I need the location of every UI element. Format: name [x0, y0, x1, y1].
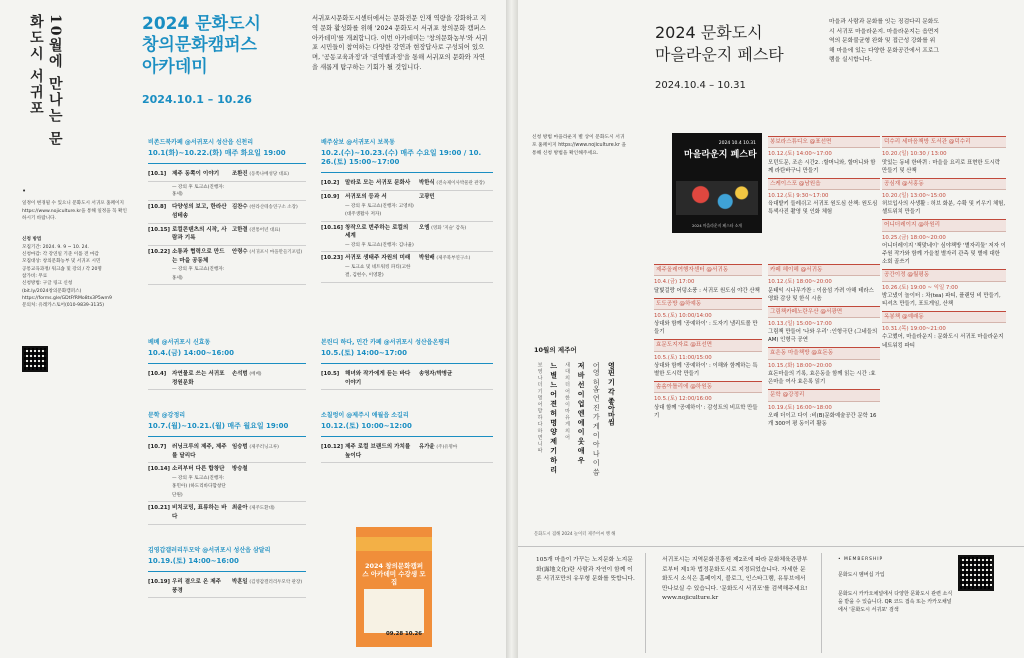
poster-date: 09.28 10.26 [386, 631, 422, 637]
venue-event: 10.5.(토) 11:00/15:00 상대와 함께 '공예하이' : 이해와 함께하는 특별한 도시락 만들기 [654, 354, 758, 377]
divider [321, 172, 493, 173]
program-block [148, 545, 306, 598]
divider [148, 436, 306, 437]
venue-block [654, 264, 762, 423]
left-page [0, 0, 506, 658]
footer [518, 546, 1024, 658]
venue-title: 문학 @강정리 [768, 389, 880, 401]
venue-block [882, 136, 1006, 353]
dialect-heading: 10월의 제주어 [534, 346, 577, 354]
session-row: [10.7] 러닝크루의 제주, 제주를 달리다 임승범 (제주러닝크루) [148, 441, 306, 463]
title-line: 2024 문화도시 [655, 23, 763, 42]
membership-qr-icon[interactable] [958, 555, 994, 591]
festa-date: 2024.10.4 – 10.31 [655, 80, 746, 91]
academy-date: 2024.10.1 – 10.26 [142, 93, 252, 106]
membership-title: 문화도시 멤버십 가입 [838, 572, 885, 579]
session-row: [10.1] 제주 동쪽이 이야기 조환진 (동쪽나베성당 대표) [148, 168, 306, 182]
session-row: [10.4] 자연물로 쓰는 서귀포 정원문화 손석범 (베베) [148, 368, 306, 390]
program-block [321, 137, 493, 283]
program-venue: 문학 @강정리 [148, 412, 186, 419]
venue-title: 공심재 @서홍동 [882, 178, 1006, 190]
festa-apply: 신청 방법 마을라운지 별 상이 문화도시 서귀포 홈페이지 https://www.nojiculture.kr 을 통해 신청 방법을 확인해주세요. [532, 135, 627, 156]
session-row: [10.14] 소리부터 다른 합창단 — 강의 후 토크쇼(진행자: 홍민아) (하도리바다합창단 단원) 방승철 [148, 463, 306, 502]
left-notes [22, 186, 128, 310]
venue-event: 10.12.(토) 14:00~17:00 모던도문, 조손 시간2. :할머니와, 할머니와 함께 라탄바구니 만들기 [768, 151, 876, 174]
venue-event: 10.12.(토) 9:30~17:00 육대밭키 들레쉬고 서귀포 원도심 산책: 원도심 특색사진 촬영 및 인화 체험 [768, 193, 878, 216]
venue-title: 도도공방 @하예동 [654, 298, 762, 310]
session-row: — 강의 후 토크쇼(진행자: 홍세) [148, 182, 306, 201]
program-date: 10.1(화)~10.22.(화) 매주 화요일 19:00 [148, 149, 286, 157]
venue-event: 10.12.(토) 18:00~20:00 문태익 시나무가찬 : 이음섬 가려 아해 테라스 영화 감상 및 한식 시음 [768, 279, 874, 302]
program-block [148, 410, 306, 525]
venue-event: 10.25.(금) 18:00~20:00 어니더레이지 '책맞네이' 심야책방 '별자리둘' 저자 이주원 작가와 함께 가을철 별자리 관측 및 별에 대한 소회 골쓰기 [882, 234, 1006, 266]
title-line: 마을라운지 페스타 [655, 45, 784, 65]
program-block [148, 337, 306, 390]
session-row: [10.9] 서귀포의 등과 서 — 강의 후 토크쇼(진행자: 고영희) (대주생활사 저자) 고광민 [321, 191, 493, 221]
apply-title: 신청 방법 [22, 237, 42, 243]
dialect-column: 어영 허옵 연 진 가 게 이 아 나 이 씀 [592, 362, 601, 476]
divider [321, 363, 493, 364]
session-row: [10.19] 우리 곁으로 온 제주 풍경 박훈일 (김영갑갤러리두모악 관장) [148, 576, 306, 598]
program-venue: 소칠렁이 @제주시 애월읍 소길리 [321, 412, 409, 419]
dialect-column: 느 별 느 어 젼 허 명 양 제 기 하 리 [549, 362, 558, 473]
title-line: 2024 문화도시 [142, 14, 261, 34]
festa-poster-image [672, 133, 762, 233]
academy-intro: 서귀포시문화도시센터에서는 문화전문 인재 역량을 강화하고 지역 문화 활성화를 위해 '2024 문화도시 서귀포 창의문화 캠퍼스 아카데미'를 개최합니다. 이번 아카데미는 '창의문화농부'와 서귀포 시민들이 참여하는 다양한 강연과 현장답사로 구성되어 있으며, '공동교육과정'과 '권역별과정'을 통해 서귀포의 문화와 자연을 새롭게 탐구하는 기회가 될 것입니다. [312, 15, 488, 71]
membership-text: 문화도시 카카오채널에서 다양한 문화도시 관련 소식을 받을 수 있습니다. QR 코드 접속 또는 카카오채널에서 '문화도시 서귀포' 검색 [838, 590, 953, 614]
dialect-columns [536, 362, 615, 514]
festa-intro: 마을과 사람과 문화를 잇는 징검다리 문화도시 서귀포 마을라운지. 마을라운지는 읍면지역의 문화불균형 완화 및 접근성 강화를 위해 마을에 있는 다양한 문화공간에서 프로그램을 실시합니다. [829, 19, 940, 64]
academy-title [142, 14, 261, 78]
venue-event: 10.20.(일) 13:00~15:00 허브입사의 사생활 : 허브 화분, 수확 및 키우기 체험, 셀트위치 만들기 [882, 193, 1006, 216]
poster-box [364, 589, 424, 633]
program-venue: 배주삼보 @서귀포시 보목동 [321, 139, 395, 146]
venue-title: 어니더레이지 @하원리 [882, 219, 1006, 231]
session-row: [10.12] 제주 로컬 브랜드의 가치를 높이다 유가윤 (주)유명마 [321, 441, 493, 463]
venue-event: 10.13.(일) 15:00~17:00 그림책 만들어 '나와 우리' :인형극단 (그네들의 AM) 인형극 공연 [768, 321, 878, 344]
footer-box: 서귀포시는 지역문화진흥원 제2조에 따라 문화체육관광부로부터 제1차 법정문화도시로 지정되었습니다. 자세한 문화도시 소식은 홈페이지, 블로그, 인스타그램, 유튜브에서 만나보실 수 있습니다. '문화도시 서귀포'를 검색해주세요! www.nojiculture.kr [652, 553, 822, 653]
divider [148, 571, 306, 572]
program-date: 10.19.(토) 14:00~16:00 [148, 557, 239, 565]
footer-box: 105개 마을이 가꾸는 노지문화 노지문화(露地文化)란 사람과 자연이 함께 이룬 서귀포만의 유무형 문화를 뜻합니다. [526, 553, 646, 653]
venue-event: 10.31.(목) 19:00~21:00 수고했어, 마을라운지 : 문화도시 서귀포 마을라운지 네트워킹 파티 [882, 326, 1004, 349]
venue-event: 10.26.(토) 19:00 ~ 익일 7:00 밤고냈이 놀이터 : 차(tea) 파티, 플랜딩 비 만들기, 티셔츠 만들기, 포트게임, 산책 [882, 284, 1001, 307]
recruit-poster [356, 527, 432, 647]
vertical-title: 10월에 만나는 문화도시 서귀포 [27, 14, 63, 148]
apply-line: 공통교육과정/ 워크숍 및 강의 / 각 20명 [22, 266, 102, 272]
dialect-column: 새 대 의 더 어 한 이 마 유 게 의 어 [564, 362, 571, 440]
venue-event: 10.5.(토) 12:00/16:00 상대 함께 '공예하이' : 감성트의 비프학 만들기 [654, 396, 758, 419]
session-row: [10.2] 말라로 모는 서귀포 문화사 박한식 (전숙제이사박물관 관장) [321, 177, 493, 191]
title-line: 아카데미 [142, 56, 208, 77]
program-date: 10.4.(금) 14:00~16:00 [148, 349, 234, 357]
program-date: 10.7.(월)~10.21.(월) 매주 월요일 19:00 [148, 422, 289, 430]
divider [321, 436, 493, 437]
poster-title: 2024 창의문화캠퍼스 아카데미 수강생 모집 [362, 562, 426, 586]
festa-title [655, 22, 784, 67]
venue-title: 제주올레여행자센터 @서귀동 [654, 264, 762, 276]
program-block [321, 337, 493, 390]
program-date: 10.5.(토) 14:00~17:00 [321, 349, 407, 357]
venue-title: 효문도지자료 @표선면 [654, 339, 762, 351]
venue-title: 스케이스포 @남원읍 [768, 178, 880, 190]
notes-bullet: • [22, 187, 27, 195]
right-page [518, 0, 1024, 658]
apply-line: (bit.ly/2024창의문화캠퍼스) [22, 288, 82, 294]
apply-line[interactable]: https://forms.gle/GDtFfRMo8tx3P5wm9 [22, 295, 112, 301]
venue-block [768, 264, 880, 431]
divider [148, 163, 306, 164]
venue-event: 10.5.(토) 10:00/14:00 상대와 함께 '공예하이' : 도자기 냄리트볼 만들기 [654, 313, 758, 336]
membership-head: • MEMBERSHIP [838, 557, 884, 562]
venue-title: 솜솜아틀리에 @하원동 [654, 381, 762, 393]
dialect-column: 보 영 나 더 기 멍 어 망 하 다 하 면 니 따 [536, 362, 543, 453]
program-venue: 베베 @서귀포시 신효동 [148, 339, 211, 346]
venue-block [768, 136, 880, 219]
venue-title: 덕수리 세마음책방 도서관 @덕수리 [882, 136, 1006, 148]
program-venue: 비존드북카페 @서귀포시 성산읍 신천리 [148, 139, 254, 146]
session-row: [10.5] 해녀와 작가에게 듣는 바다이야기 송영자/박병균 [321, 368, 493, 390]
poster-year: 2024 10.4 10.31 [718, 141, 756, 146]
session-row: [10.21] 비치코밍, 표류하는 바다 최윤아 (제주도환대) [148, 502, 306, 524]
apply-line: 신청마감: 각 강연일 기준 이틀 전 마감 [22, 251, 99, 257]
program-venue: 본린디 하다, 민간 카페 @서귀포시 성산읍온평리 [321, 339, 450, 346]
qr-code-icon[interactable] [22, 346, 48, 372]
apply-line: 참가비: 무료 [22, 273, 48, 279]
title-line: 창의문화캠퍼스 [142, 35, 257, 56]
dialect-column: 저 바 선 이 업 엔 에 이 웃 애 우 [577, 362, 586, 464]
apply-line: 모집기간: 2024. 9. 9 ~ 10. 24. [22, 244, 89, 250]
apply-line: 문의처: 유레카스토어(010-9839-3135) [22, 303, 104, 309]
session-row: [10.8] 다양성의 보고, 한라산 섬테송 김찬수 (한라산테송연구소 소장) [148, 201, 306, 223]
divider [148, 363, 306, 364]
program-date: 10.12.(토) 10:00~12:00 [321, 422, 412, 430]
poster-illustration [676, 181, 758, 215]
poster-caption: 2024 마을라운지 페스타 소개 [692, 223, 742, 228]
venue-event: 10.19.(토) 16:00~18:00 오래 더이고 다이 :비(B)문화예술공간 문학 16개 300여 평 동이리 활동 [768, 404, 877, 427]
venue-title: 봉보라스튜디오 @표선면 [768, 136, 880, 148]
poster-title: 마을라운지 페스타 [684, 150, 757, 160]
program-venue: 김영갑갤러리두모악 @서귀포시 성산읍 삼달리 [148, 547, 271, 554]
poster-strip [356, 537, 432, 551]
venue-title: 카페 헤이헤 @서귀동 [768, 264, 880, 276]
page-spine [506, 0, 518, 658]
venue-title: 효은동 마을책방 @효돈동 [768, 347, 880, 359]
venue-title: 그림책카페노란우산 @서광면 [768, 306, 880, 318]
session-row: [10.22] 소통과 협력으로 만드는 마을 공동체 — 강의 후 토크쇼(진행자: 홍세) 안령수 (서귀포시 마을만들기포럼) [148, 246, 306, 285]
venue-event: 10.4.(금) 17:00 달빛걸랑 어덩소풍 : 서귀포 원도심 야간 산책 [654, 279, 760, 294]
apply-line: 모집대상: 창의문화농부 및 서귀포 시민 [22, 259, 101, 265]
program-date: 10.2.(수)~10.23.(수) 매주 수요일 19:00 / 10. 26.(토) 15:00~17:00 [321, 149, 482, 167]
venue-event: 10.15.(화) 18:00~20:00 효돈마을의 기록, 효은동을 함께 읽는 시간 :효은마을 여사 효은록 읽기 [768, 362, 876, 386]
session-row: [10.15] 로컬콘텐츠의 시작, 사람과 기록 고한결 (전통어년 대표) [148, 224, 306, 246]
apply-line: 신청방법: 구글 링크 신청 [22, 281, 73, 287]
session-row: [10.16] 창작으로 번주하는 로컬의 세계 — 강의 후 토크쇼(진행자: 김나율) 오엠 (영화 '지슬' 감독) [321, 222, 493, 253]
dialect-caption: 문화도시 겸해 2024 놀이터 제주어씨 뱅 해 [534, 532, 616, 537]
venue-title: 옥봉책 @예래동 [882, 311, 1006, 323]
program-block [321, 410, 493, 463]
notes-text: 일정이 변경될 수 있으니 문화도시 서귀포 홈페이지 https://www.nojiculture.kr을 통해 일정을 꼭 확인하시기 바랍니다. [22, 201, 127, 221]
session-row: [10.23] 서귀포 생태주 자원의 미래 — 토크쇼 및 네트워킹 파티(고한결, 김현수, 이영환) 박원배 (제주북부연구소) [321, 252, 493, 282]
venue-title: 공간이정 @월평동 [882, 269, 1006, 281]
dialect-column: 영핀 기 각 좋아마씸 [607, 362, 616, 426]
program-block [148, 137, 306, 285]
venue-event: 10.20.(일) 10:30 / 13:00 맛있는 동네 한바퀴 : 마을을 요리로 표현한 도시락 만들기 및 산책 [882, 151, 1000, 174]
